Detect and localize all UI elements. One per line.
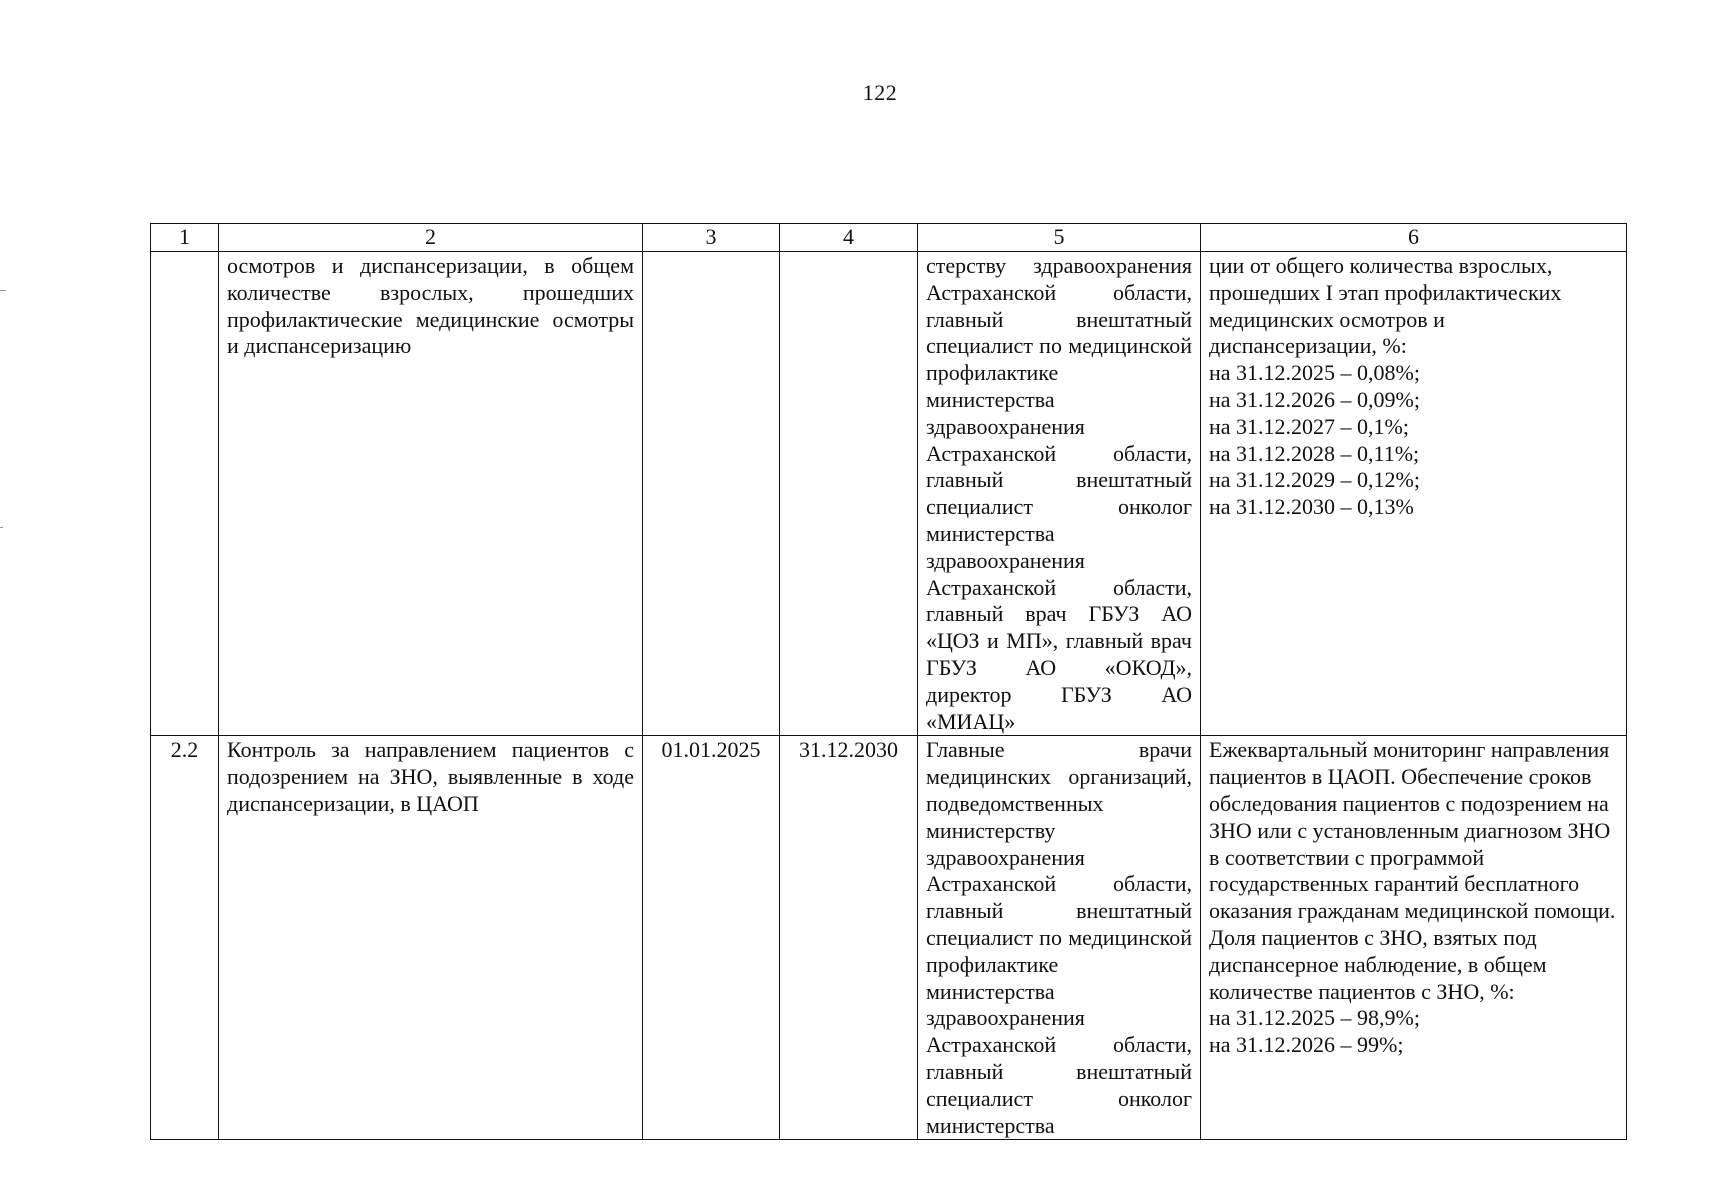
header-col-1: 1	[151, 224, 219, 252]
table-row	[151, 736, 1627, 1140]
result-line: на 31.12.2025 – 98,9%;	[1209, 1005, 1420, 1031]
result-line: на 31.12.2028 – 0,11%;	[1209, 440, 1420, 466]
result-cell	[1201, 736, 1627, 1140]
result-line: на 31.12.2026 – 99%;	[1209, 1032, 1404, 1058]
header-row	[151, 224, 1627, 252]
row-number: 2.2	[151, 736, 219, 1140]
header-col-2: 2	[219, 224, 643, 252]
header-col-3: 3	[643, 224, 780, 252]
row-number	[151, 252, 219, 736]
result-line: на 31.12.2025 – 0,08%;	[1209, 360, 1420, 386]
page-number: 122	[862, 80, 898, 105]
responsible-persons: Главные врачи медицинских организаций, подведомственных министерству здравоохранения Астраханской области, главный внештатный специалист по медицинской профилактике министерства здравоохранения Астраханской области, главный внештатный специалист онколог министерства	[918, 736, 1201, 1140]
edge-mark-top	[0, 290, 6, 291]
header-col-6: 6	[1201, 224, 1627, 252]
result-line: на 31.12.2026 – 0,09%;	[1209, 386, 1420, 412]
result-line: на 31.12.2029 – 0,12%;	[1209, 467, 1420, 493]
header-col-5: 5	[918, 224, 1201, 252]
table-row	[151, 252, 1627, 736]
end-date	[780, 252, 918, 736]
result-text: Ежеквартальный мониторинг направления пациентов в ЦАОП. Обеспечение сроков обследования пациентов с подозрением на ЗНО или с установленным диагнозом ЗНО в соответствии с программой государственных гарантий бесплатного оказания гражданам медицинской помощи. Доля пациентов с ЗНО, взятых под диспансерное наблюдение, в общем количестве пациентов с ЗНО, %:	[1209, 737, 1616, 1004]
start-date	[643, 252, 780, 736]
measure-name: Контроль за направлением пациентов с подозрением на ЗНО, выявленные в ходе диспансеризации, в ЦАОП	[219, 736, 643, 1140]
plan-table	[150, 223, 1627, 1140]
edge-mark-bottom	[0, 527, 3, 528]
start-date: 01.01.2025	[643, 736, 780, 1140]
end-date: 31.12.2030	[780, 736, 918, 1140]
result-cell	[1201, 252, 1627, 736]
measure-name: осмотров и диспансеризации, в общем количестве взрослых, прошедших профилактические медицинские осмотры и диспансеризацию	[219, 252, 643, 736]
responsible-persons: стерству здравоохранения Астраханской области, главный внештатный специалист по медицинской профилактике министерства здравоохранения Астраханской области, главный внештатный специалист онколог министерства здравоохранения Астраханской области, главный врач ГБУЗ АО «ЦОЗ и МП», главный врач ГБУЗ АО «ОКОД», директор ГБУЗ АО «МИАЦ»	[918, 252, 1201, 736]
result-text: ции от общего количества взрослых, прошедших I этап профилактических медицинских осмотров и диспансеризации, %:	[1209, 253, 1562, 359]
result-line: на 31.12.2030 – 0,13%	[1209, 494, 1414, 520]
header-col-4: 4	[780, 224, 918, 252]
result-line: на 31.12.2027 – 0,1%;	[1209, 413, 1409, 439]
